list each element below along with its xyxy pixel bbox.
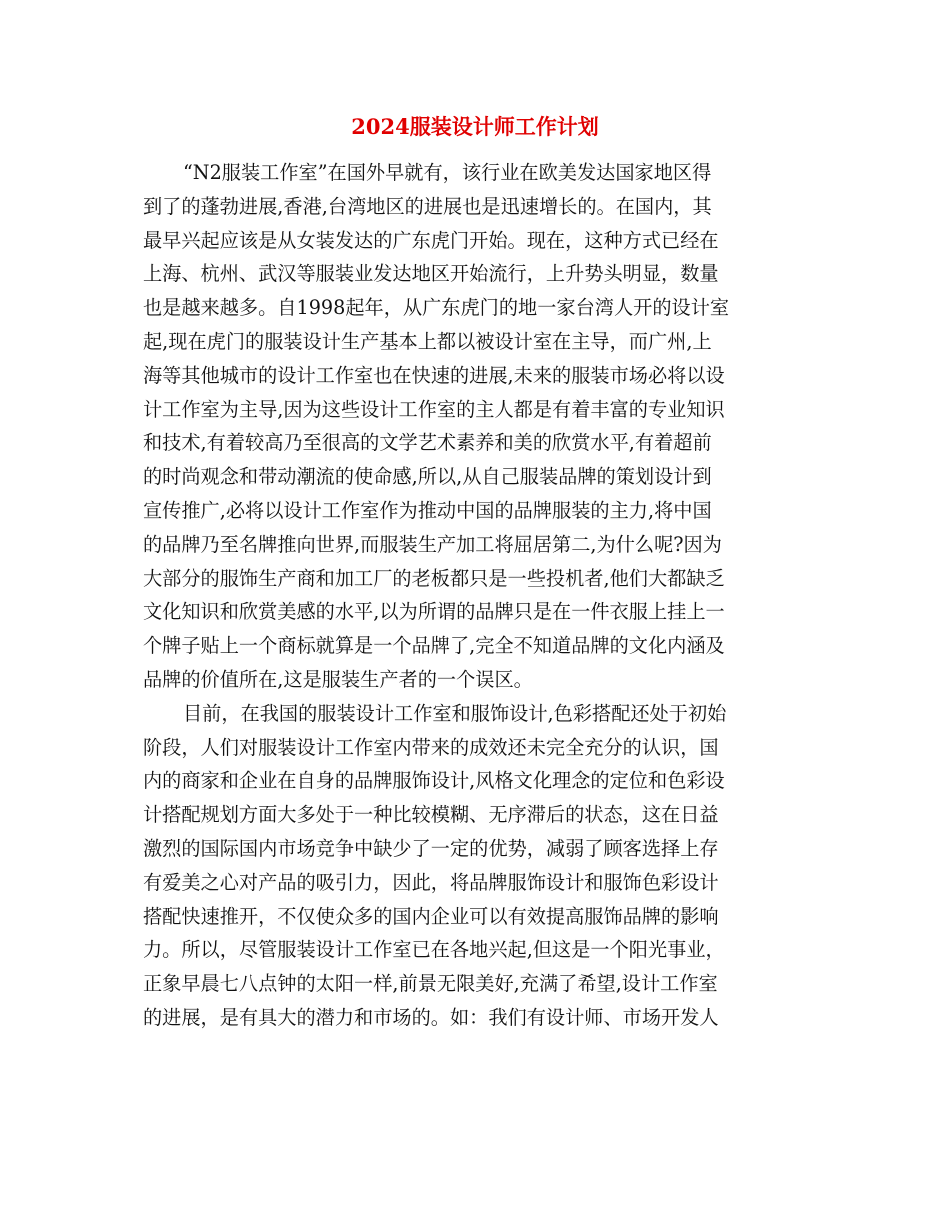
text-line: 有爱美之心对产品的吸引力，因此，将品牌服饰设计和服饰色彩设计 <box>143 870 719 894</box>
document-title: 2024服装设计师工作计划 <box>351 114 599 139</box>
text-line: 搭配快速推开，不仅使众多的国内企业可以有效提高服饰品牌的影响 <box>143 904 719 928</box>
text-line: 个牌子贴上一个商标就算是一个品牌了,完全不知道品牌的文化内涵及 <box>143 634 725 658</box>
text-line: 的时尚观念和带动潮流的使命感,所以,从自己服装品牌的策划设计到 <box>143 465 712 489</box>
text-line: 品牌的价值所在,这是服装生产者的一个误区。 <box>143 667 533 691</box>
text-line: 宣传推广,必将以设计工作室作为推动中国的品牌服装的主力,将中国 <box>143 498 712 522</box>
text-line: 计搭配规划方面大多处于一种比较模糊、无序滞后的状态，这在日益 <box>143 803 719 827</box>
text-line: 的品牌乃至名牌推向世界,而服装生产加工将屈居第二,为什么呢?因为 <box>143 532 722 556</box>
text-line: 也是越来越多。自1998起年，从广东虎门的地一家台湾人开的设计室 <box>143 296 730 320</box>
text-line: 文化知识和欣赏美感的水平,以为所谓的品牌只是在一件衣服上挂上一 <box>143 600 725 624</box>
paragraph-1 <box>143 156 795 697</box>
text-line: 大部分的服饰生产商和加工厂的老板都只是一些投机者,他们大都缺乏 <box>143 566 725 590</box>
text-line: 激烈的国际国内市场竞争中缺少了一定的优势，减弱了顾客选择上存 <box>143 836 719 860</box>
text-line: 力。所以，尽管服装设计工作室已在各地兴起,但这是一个阳光事业， <box>143 938 725 962</box>
paragraph-2 <box>143 697 795 1035</box>
text-line: 正象早晨七八点钟的太阳一样,前景无限美好,充满了希望,设计工作室 <box>143 972 718 996</box>
text-line: 到了的蓬勃进展,香港,台湾地区的进展也是迅速增长的。在国内，其 <box>143 194 712 218</box>
text-line: 阶段，人们对服装设计工作室内带来的成效还未完全充分的认识，国 <box>143 735 719 759</box>
text-line: 和技术,有着较高乃至很高的文学艺术素养和美的欣赏水平,有着超前 <box>143 431 712 455</box>
text-line: 海等其他城市的设计工作室也在快速的进展,未来的服装市场必将以设 <box>143 363 725 387</box>
text-line: 的进展，是有具大的潜力和市场的。如：我们有设计师、市场开发人 <box>143 1005 719 1029</box>
text-line: 目前，在我国的服装设计工作室和服饰设计,色彩搭配还处于初始 <box>183 701 727 725</box>
text-line: 内的商家和企业在自身的品牌服饰设计,风格文化理念的定位和色彩设 <box>143 769 725 793</box>
text-line: 上海、杭州、武汉等服装业发达地区开始流行，上升势头明显，数量 <box>143 262 719 286</box>
text-line: 计工作室为主导,因为这些设计工作室的主人都是有着丰富的专业知识 <box>143 397 725 421</box>
text-line: “N2服装工作室”在国外早就有，该行业在欧美发达国家地区得 <box>183 161 712 184</box>
text-line: 最早兴起应该是从女装发达的广东虎门开始。现在，这种方式已经在 <box>143 228 719 252</box>
document-body <box>143 156 795 1035</box>
text-line: 起,现在虎门的服装设计生产基本上都以被设计室在主导，而广州,上 <box>143 329 712 353</box>
